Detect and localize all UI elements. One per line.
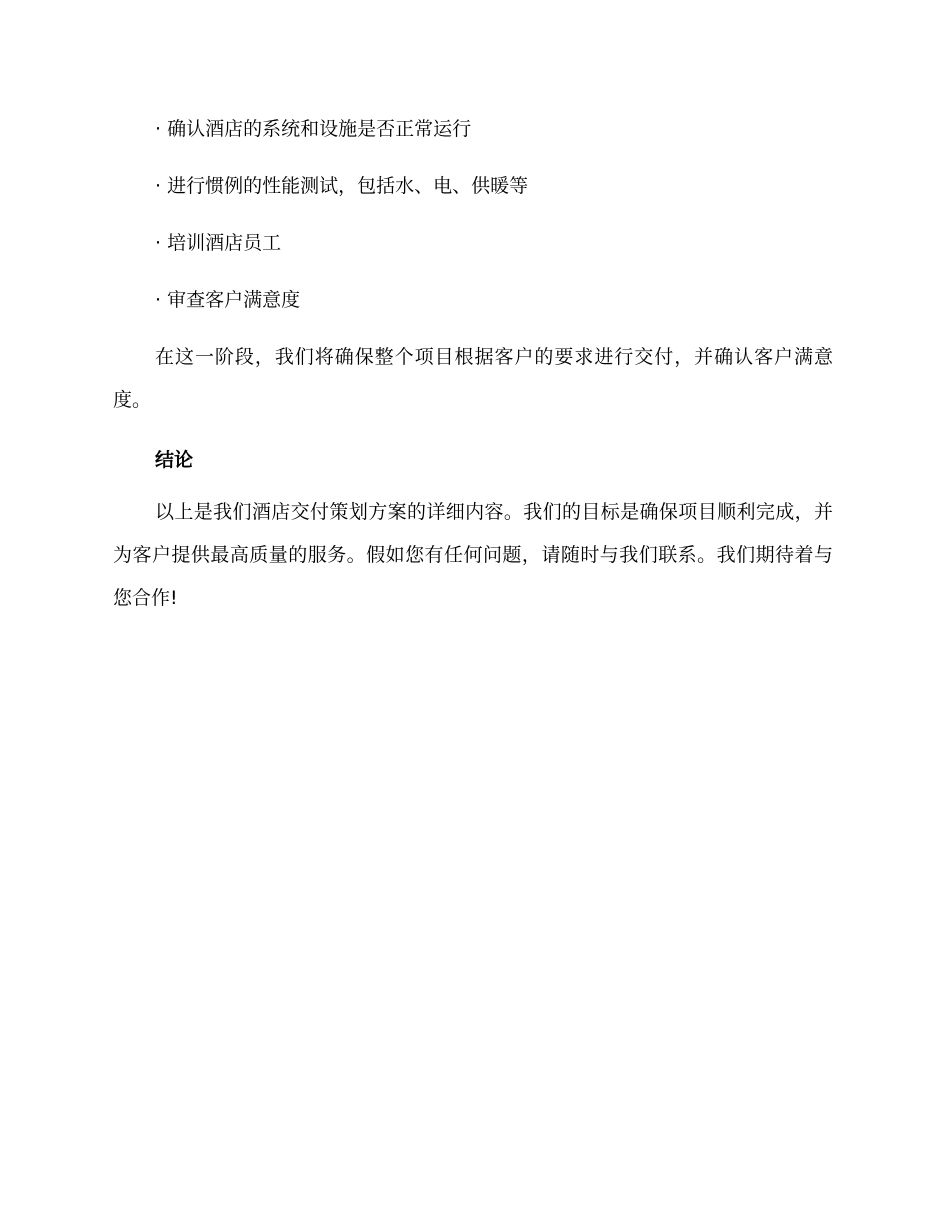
phase-summary-paragraph: 在这一阶段，我们将确保整个项目根据客户的要求进行交付，并确认客户满意度。	[113, 346, 833, 411]
bullet-item-staff-training: · 培训酒店员工	[155, 232, 282, 254]
document-content	[113, 110, 833, 639]
conclusion-heading: 结论	[155, 449, 194, 471]
bullet-item-satisfaction-review: · 审查客户满意度	[155, 289, 301, 311]
conclusion-paragraph: 以上是我们酒店交付策划方案的详细内容。我们的目标是确保项目顺利完成，并为客户提供最高质量的服务。假如您有任何问题，请随时与我们联系。我们期待着与您合作!	[113, 501, 833, 609]
bullet-item-systems-check: · 确认酒店的系统和设施是否正常运行	[155, 118, 472, 140]
bullet-item-performance-test: · 进行惯例的性能测试，包括水、电、供暖等	[155, 175, 529, 197]
